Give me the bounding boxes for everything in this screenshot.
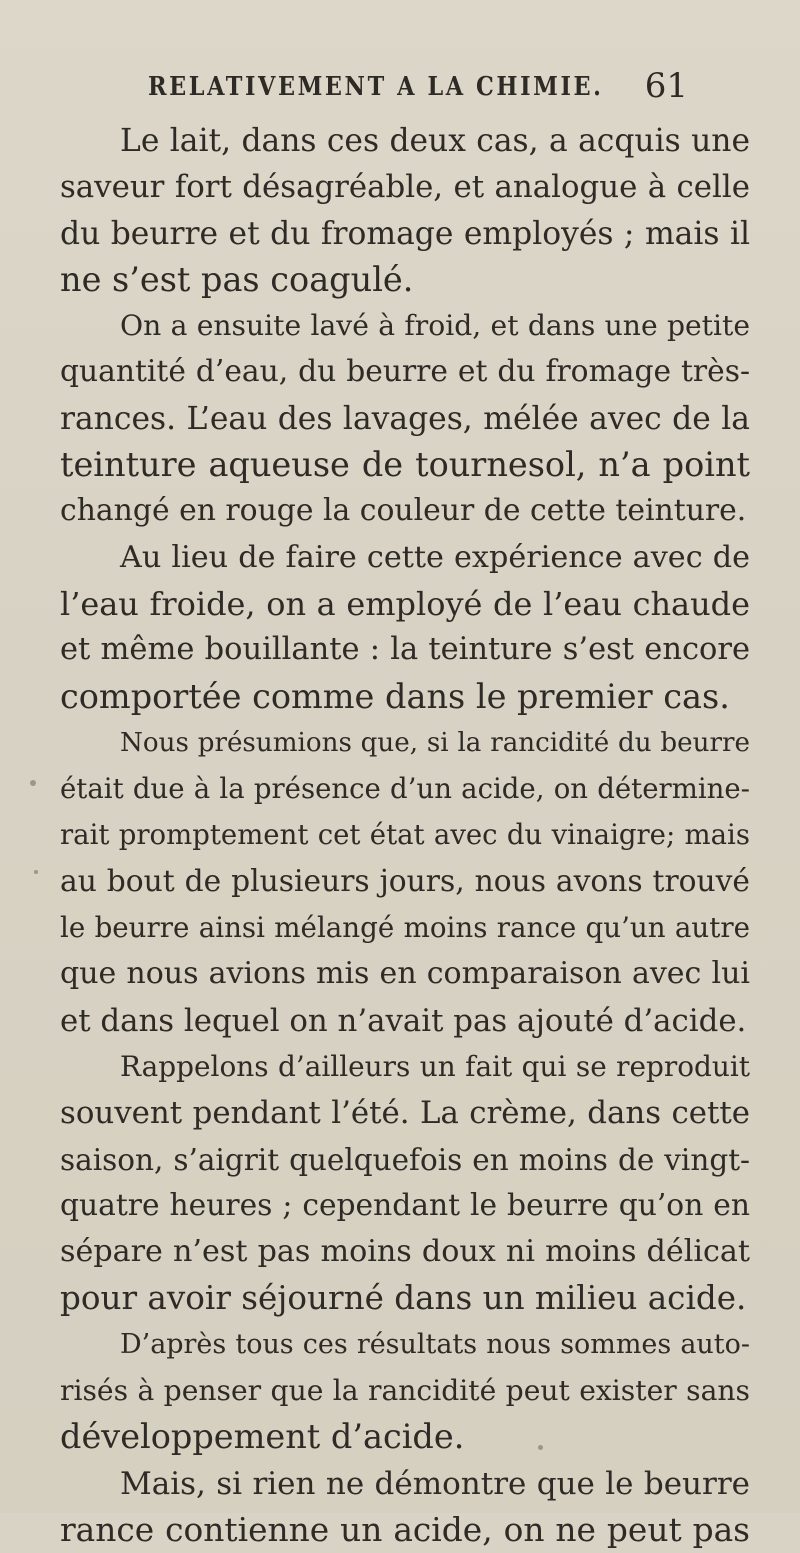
text-line: rances. L’eau des lavages, mélée avec de la [60,400,750,437]
text-line: sépare n’est pas moins doux ni moins délicat [60,1234,750,1270]
text-line: était due à la présence d’un acide, on détermine- [60,773,750,806]
running-title: RELATIVEMENT A LA CHIMIE. [148,72,604,102]
text-line: quatre heures ; cependant le beurre qu’on en [60,1187,750,1223]
text-line: rait promptement cet état avec du vinaigre; mais [60,819,750,852]
page-number: 61 [644,66,688,106]
text-line: On a ensuite lavé à froid, et dans une petite [120,309,750,343]
text-line: Mais, si rien ne démontre que le beurre [120,1465,750,1502]
text-line: et même bouillante : la teinture s’est encore [60,632,750,668]
text-line: et dans lequel on n’avait pas ajouté d’acide. [60,1002,747,1039]
text-line: quantité d’eau, du beurre et du fromage très- [60,354,750,390]
text-line: Nous présumions que, si la rancidité du beurre [120,727,750,758]
text-line: saison, s’aigrit quelquefois en moins de vingt- [60,1142,750,1177]
text-line: au bout de plusieurs jours, nous avons trouvé [60,863,750,899]
running-header [148,66,688,112]
paper-speck [34,870,38,874]
text-line: saveur fort désagréable, et analogue à celle [60,169,750,206]
text-line: ne s’est pas coagulé. [60,259,414,299]
paper-speck [30,780,36,786]
text-line: changé en rouge la couleur de cette teinture. [60,493,747,529]
text-line: du beurre et du fromage employés ; mais il [60,215,750,252]
text-line: que nous avions mis en comparaison avec lui [60,956,750,992]
text-line: développement d’acide. [60,1417,465,1457]
text-line: Le lait, dans ces deux cas, a acquis une [120,123,750,159]
text-line: pour avoir séjourné dans un milieu acide. [60,1279,747,1318]
text-line: souvent pendant l’été. La crème, dans cette [60,1095,750,1132]
text-line: Au lieu de faire cette expérience avec de [120,539,750,575]
paper-speck [538,1445,543,1450]
text-line: risés à penser que la rancidité peut exister sans [60,1374,750,1408]
text-line: teinture aqueuse de tournesol, n’a point [60,445,750,485]
text-line: rance contienne un acide, on ne peut pas [60,1510,750,1549]
body-text [60,118,750,1553]
text-line: le beurre ainsi mélangé moins rance qu’un autre [60,911,750,945]
text-line: comportée comme dans le premier cas. [60,676,730,716]
text-line: D’après tous ces résultats nous sommes auto- [120,1328,750,1360]
text-line: l’eau froide, on a employé de l’eau chaude [60,584,750,623]
text-line: Rappelons d’ailleurs un fait qui se reproduit [120,1049,750,1083]
